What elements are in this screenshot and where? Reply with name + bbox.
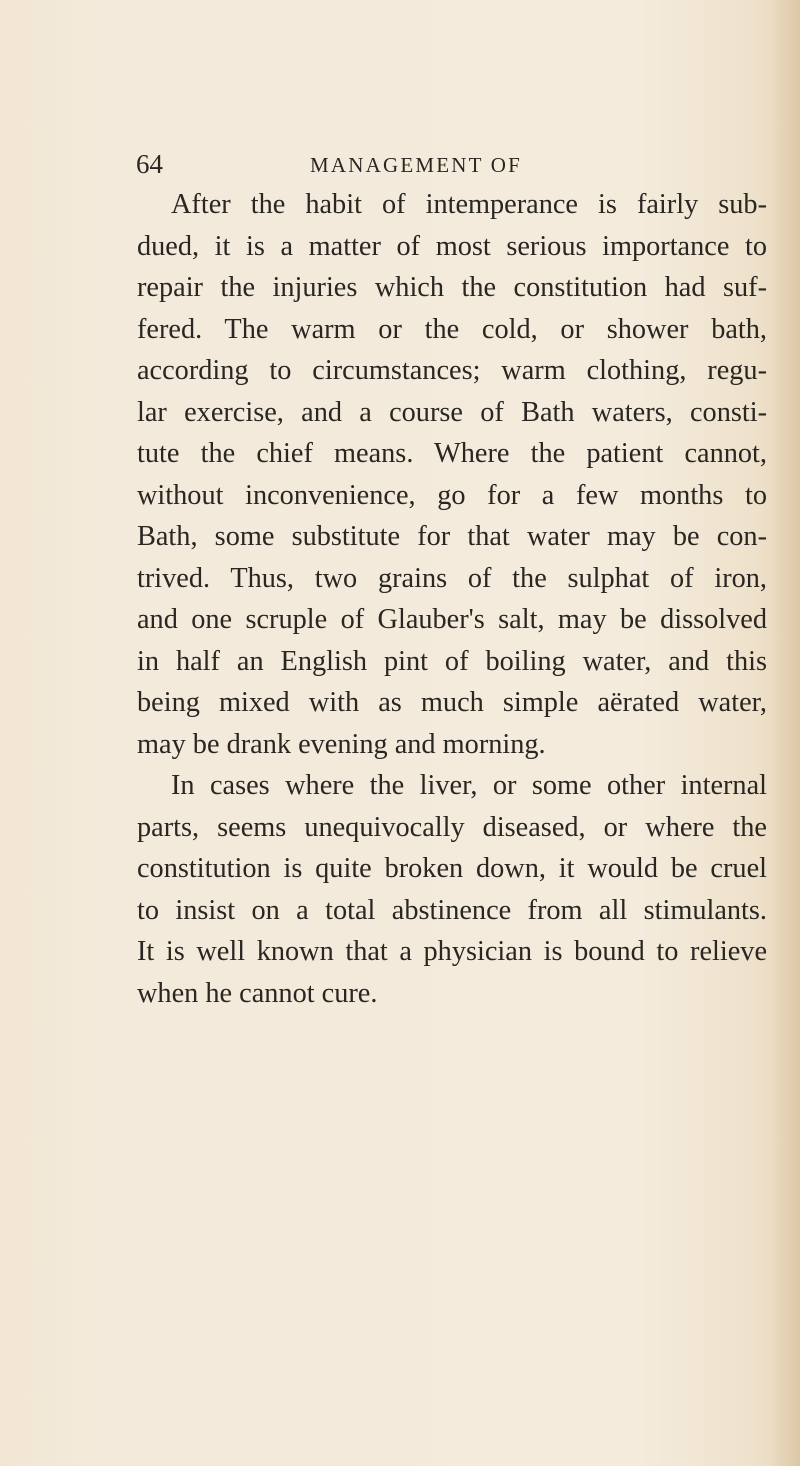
- text-line: may be drank evening and morning.: [137, 728, 546, 760]
- text-line: parts, seems unequivocally diseased, or where the: [137, 811, 767, 843]
- page-number: 64: [136, 149, 163, 179]
- text-line: constitution is quite broken down, it would be cruel: [137, 853, 767, 884]
- text-line: It is well known that a physician is bound to relieve: [137, 936, 767, 967]
- text-line: according to circumstances; warm clothing, regu-: [137, 355, 767, 386]
- text-line: dued, it is a matter of most serious importance to: [137, 230, 767, 262]
- text-line: when he cannot cure.: [137, 977, 378, 1009]
- text-line: in half an English pint of boiling water, and this: [137, 645, 767, 677]
- text-line: without inconvenience, go for a few months to: [137, 479, 767, 511]
- text-line: After the habit of intemperance is fairly sub-: [171, 189, 767, 220]
- text-line: trived. Thus, two grains of the sulphat of iron,: [137, 562, 767, 594]
- text-line: and one scruple of Glauber's salt, may be dissolved: [137, 604, 767, 635]
- text-line: lar exercise, and a course of Bath waters, consti-: [137, 396, 767, 428]
- paragraph-2: [137, 765, 767, 1014]
- text-line: tute the chief means. Where the patient cannot,: [137, 438, 767, 469]
- text-line: fered. The warm or the cold, or shower bath,: [137, 313, 767, 345]
- page-edge-shadow: [770, 0, 800, 1466]
- text-line: being mixed with as much simple aërated water,: [137, 687, 767, 718]
- text-line: In cases where the liver, or some other internal: [171, 770, 767, 801]
- text-line: repair the injuries which the constitution had suf-: [137, 272, 767, 303]
- text-line: to insist on a total abstinence from all stimulants.: [137, 894, 767, 926]
- running-head: [136, 146, 776, 182]
- body-text: [137, 184, 767, 1014]
- text-line: Bath, some substitute for that water may be con-: [137, 521, 767, 552]
- paragraph-1: [137, 184, 767, 765]
- running-head-title: MANAGEMENT OF: [310, 153, 522, 177]
